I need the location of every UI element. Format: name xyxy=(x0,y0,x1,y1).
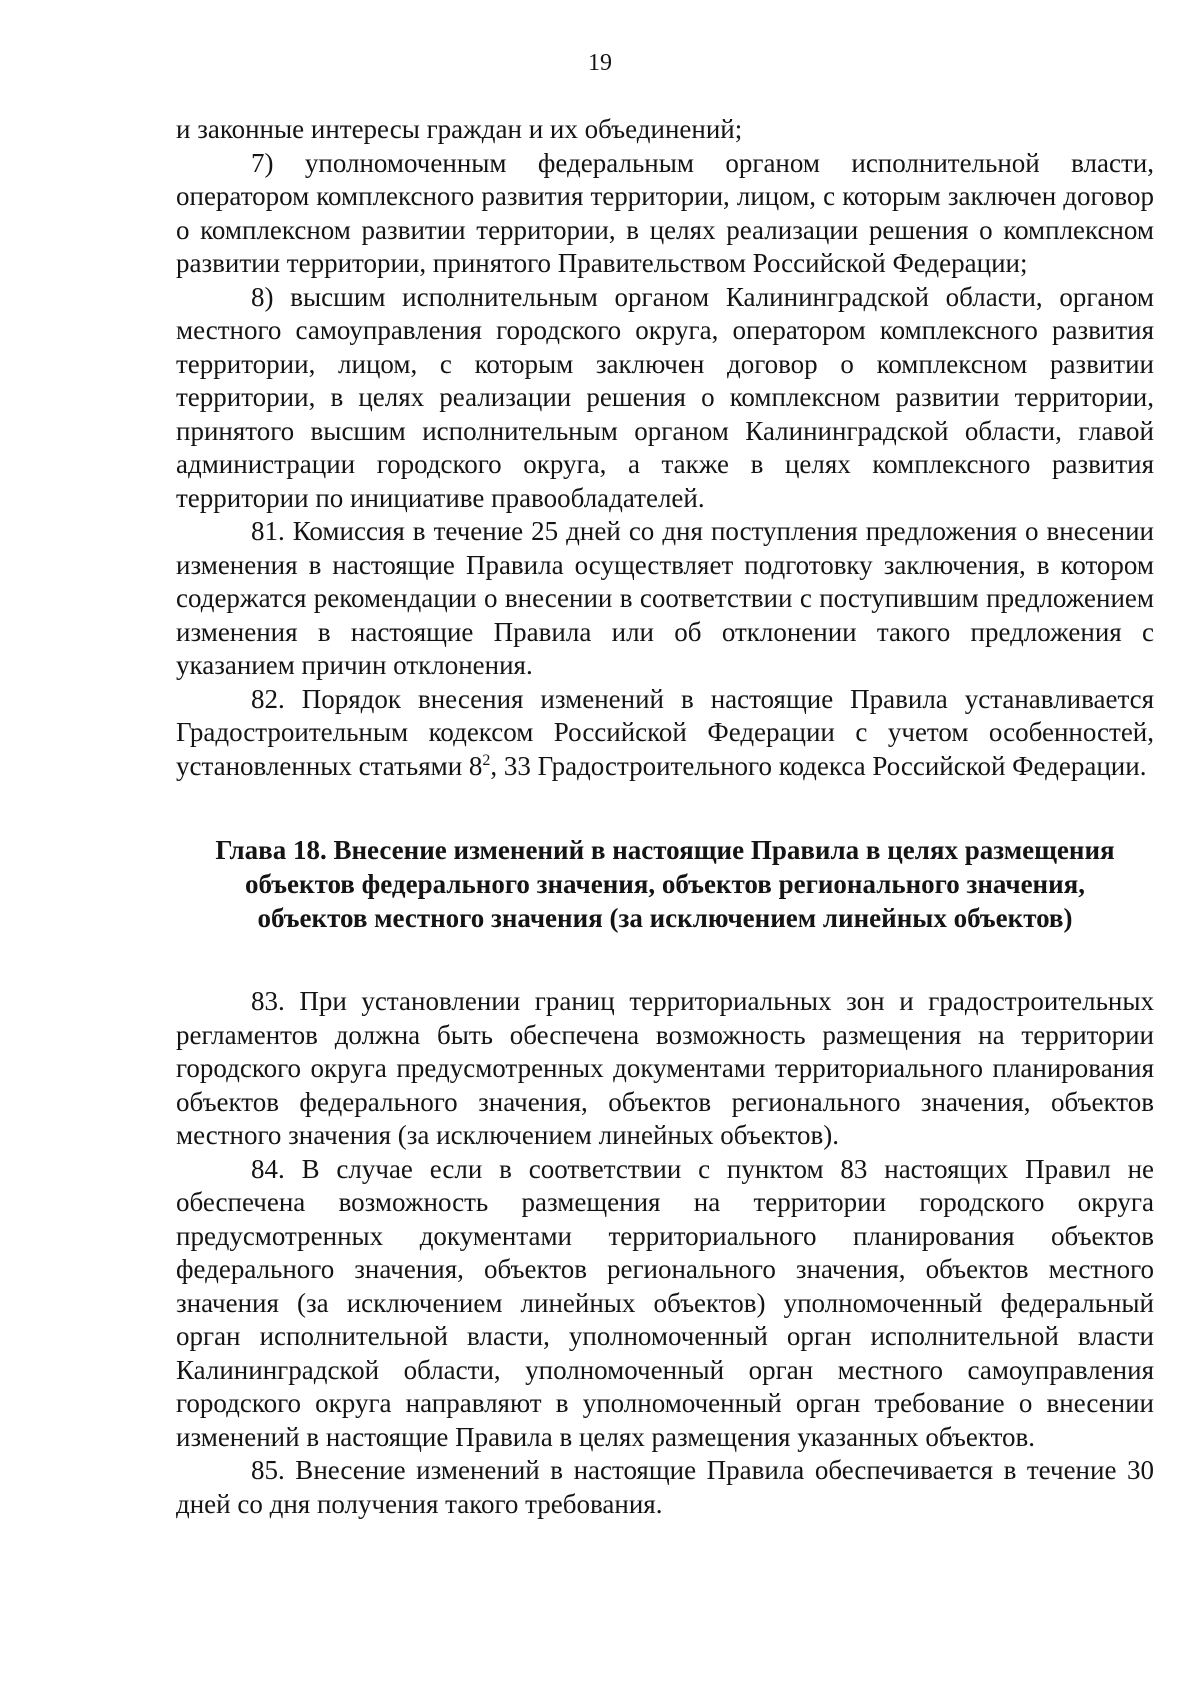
chapter-title-line-2: объектов федерального значения, объектов регионального значения, xyxy=(244,869,1086,899)
chapter-title-line-1: Глава 18. Внесение изменений в настоящие Правила в целях размещения xyxy=(215,835,1115,865)
list-item-8: 8) высшим исполнительным органом Калининградской области, органом местного самоуправления городского округа, оператором комплексного развития территории, лицом, с которым заключен договор о комплексном развитии территории, в целях реализации решения о комплексном развитии территории, принятого высшим исполнительным органом Калининградской области, главой администрации городского округа, а также в целях комплексного развития территории по инициативе правообладателей. xyxy=(176,281,1154,513)
page-number: 19 xyxy=(588,50,612,76)
clause-82-text-before: 82. Порядок внесения изменений в настоящие Правила устанавливается Градостроительным кодексом Российской Федерации с учетом особенностей, установленных статьями 8 xyxy=(176,683,1154,781)
paragraph-continuation: и законные интересы граждан и их объединений; xyxy=(176,114,743,144)
chapter-title-line-3: объектов местного значения (за исключением линейных объектов) xyxy=(257,903,1073,933)
clause-82-superscript: 2 xyxy=(482,751,491,769)
clause-84: 84. В случае если в соответствии с пунктом 83 настоящих Правил не обеспечена возможность размещения на территории городского округа предусмотренных документами территориального планирования объектов федерального значения, объектов регионального значения, объектов местного значения (за исключением линейных объектов) уполномоченный федеральный орган исполнительной власти, уполномоченный орган исполнительной власти Калининградской области, уполномоченный орган местного самоуправления городского округа направляют в уполномоченный орган требование о внесении изменений в настоящие Правила в целях размещения указанных объектов. xyxy=(176,1153,1154,1452)
document-body xyxy=(176,113,1154,1521)
clause-81: 81. Комиссия в течение 25 дней со дня поступления предложения о внесении изменения в настоящие Правила осуществляет подготовку заключения, в котором содержатся рекомендации о внесении в соответствии с поступившим предложением изменения в настоящие Правила или об отклонении такого предложения с указанием причин отклонения. xyxy=(176,516,1154,680)
clause-85: 85. Внесение изменений в настоящие Правила обеспечивается в течение 30 дней со дня получения такого требования. xyxy=(176,1455,1154,1519)
clause-82 xyxy=(176,683,1154,784)
clause-82-text-after: , 33 Градостроительного кодекса Российской Федерации. xyxy=(490,750,1147,781)
clause-83: 83. При установлении границ территориальных зон и градостроительных регламентов должна быть обеспечена возможность размещения на территории городского округа предусмотренных документами территориального планирования объектов федерального значения, объектов регионального значения, объектов местного значения (за исключением линейных объектов). xyxy=(176,986,1154,1150)
chapter-heading xyxy=(176,833,1154,935)
list-item-7: 7) уполномоченным федеральным органом исполнительной власти, оператором комплексного развития территории, лицом, с которым заключен договор о комплексном развитии территории, в целях реализации решения о комплексном развитии территории, принятого Правительством Российской Федерации; xyxy=(176,147,1154,278)
